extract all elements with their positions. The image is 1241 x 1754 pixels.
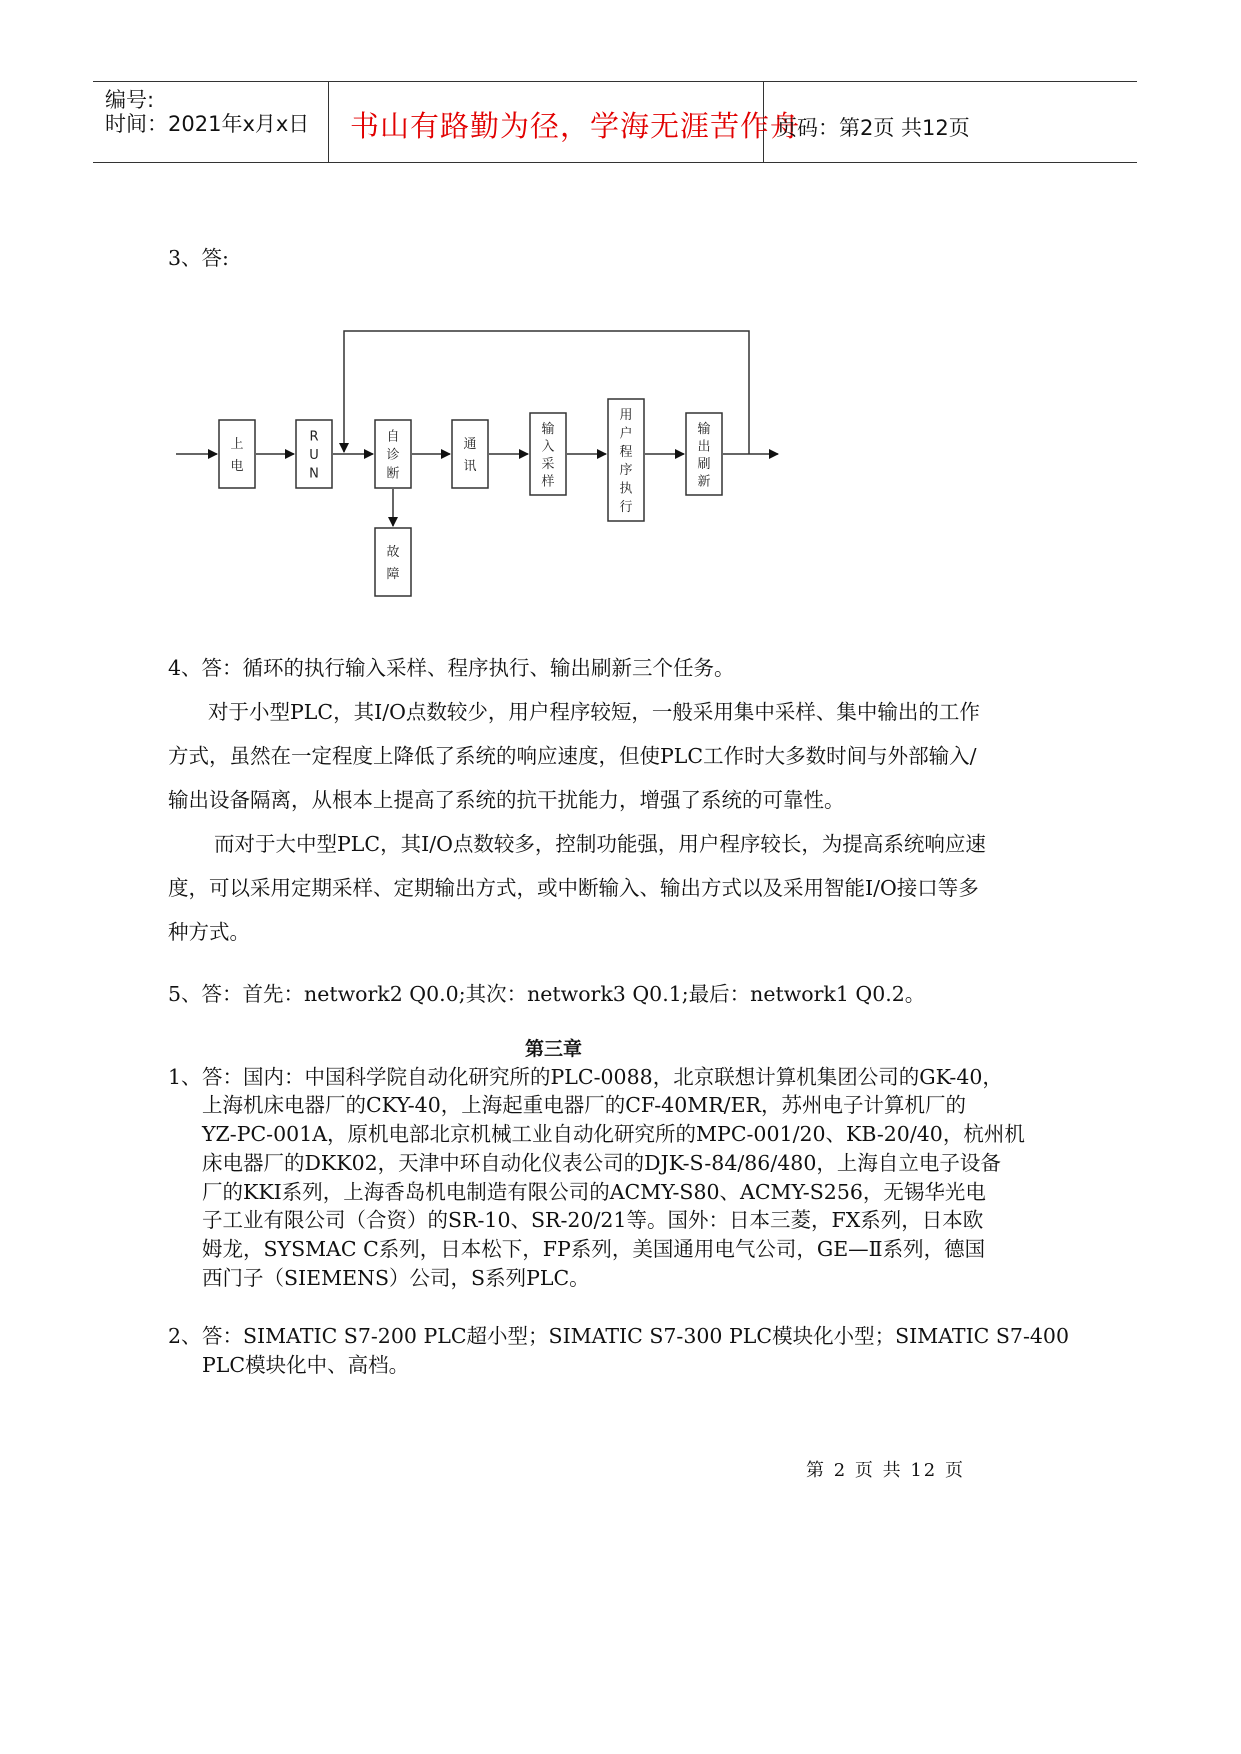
q4-line-5: 而对于大中型PLC，其I/O点数较多，控制功能强，用户程序较长，为提高系统响应速 <box>214 832 986 856</box>
q4-line-2: 对于小型PLC，其I/O点数较少，用户程序较短，一般采用集中采样、集中输出的工作 <box>208 700 980 724</box>
header-page-info: 页码：第2页 共12页 <box>776 116 970 140</box>
ch3-q1-line-5: 厂的KKI系列，上海香岛机电制造有限公司的ACMY-S80、ACMY-S256，无锡华光电 <box>202 1180 986 1204</box>
flow-box-label-output-refresh: 输出刷新 <box>697 421 711 490</box>
flow-box-label-input-sampling: 输入采样 <box>541 421 555 490</box>
q4-line-3: 方式，虽然在一定程度上降低了系统的响应速度，但使PLC工作时大多数时间与外部输入/ <box>168 744 977 768</box>
box-power-on <box>219 420 255 488</box>
box-communication <box>452 420 488 488</box>
q4-line-4: 输出设备隔离，从根本上提高了系统的抗干扰能力，增强了系统的可靠性。 <box>168 788 845 812</box>
ch3-q1-line-7: 姆龙，SYSMAC C系列，日本松下，FP系列，美国通用电气公司，GE—Ⅱ系列，德国 <box>202 1237 986 1261</box>
flow-box-label-power-on: 上电 <box>230 437 244 474</box>
ch3-q2-number: 2、 <box>168 1324 202 1348</box>
ch3-q1-line-8: 西门子（SIEMENS）公司，S系列PLC。 <box>202 1266 590 1290</box>
flow-box-label-communication: 通讯 <box>463 437 477 474</box>
q3-label: 3、答: <box>168 246 229 270</box>
plc-scan-flow-diagram <box>0 0 1241 620</box>
ch3-q1-line-2: 上海机床电器厂的CKY-40，上海起重电器厂的CF-40MR/ER，苏州电子计算机厂的 <box>202 1093 966 1117</box>
ch3-q1-line-1: 答：国内：中国科学院自动化研究所的PLC-0088，北京联想计算机集团公司的GK-40， <box>202 1065 1003 1089</box>
flow-box-label-self-diagnosis: 自诊断 <box>386 429 400 482</box>
ch3-q2-line-2: PLC模块化中、高档。 <box>202 1353 410 1377</box>
ch3-q1-number: 1、 <box>168 1065 202 1089</box>
ch3-q1-line-4: 床电器厂的DKK02，天津中环自动化仪表公司的DJK-S-84/86/480，上海自立电子设备 <box>202 1151 1001 1175</box>
q5-line: 5、答：首先：network2 Q0.0;其次：network3 Q0.1;最后：network1 Q0.2。 <box>168 982 926 1006</box>
ch3-q2-line-1: 答：SIMATIC S7-200 PLC超小型；SIMATIC S7-300 PLC模块化小型；SIMATIC S7-400 <box>202 1324 1070 1348</box>
q4-line-1: 4、答：循环的执行输入采样、程序执行、输出刷新三个任务。 <box>168 656 735 680</box>
flow-box-label-program-execution: 用户程序执行 <box>619 408 633 515</box>
q4-line-7: 种方式。 <box>168 920 250 944</box>
chapter3-title: 第三章 <box>525 1038 583 1060</box>
ch3-q1-line-3: YZ-PC-001A，原机电部北京机械工业自动化研究所的MPC-001/20、KB-20/40，杭州机 <box>202 1122 1025 1146</box>
box-fault <box>375 528 411 596</box>
flow-box-label-fault: 故障 <box>386 545 400 582</box>
footer-page-number: 第 2 页 共 12 页 <box>806 1460 965 1481</box>
flow-box-label-run: R U N <box>309 429 319 482</box>
date-label: 时间：2021年x月x日 <box>105 112 310 136</box>
ch3-q1-line-6: 子工业有限公司（合资）的SR-10、SR-20/21等。国外：日本三菱，FX系列，日本欧 <box>202 1208 984 1232</box>
q4-line-6: 度，可以采用定期采样、定期输出方式，或中断输入、输出方式以及采用智能I/O接口等多 <box>168 876 979 900</box>
serial-number-label: 编号: <box>105 88 155 112</box>
header-motto: 书山有路勤为径，学海无涯苦作舟 <box>350 109 801 143</box>
